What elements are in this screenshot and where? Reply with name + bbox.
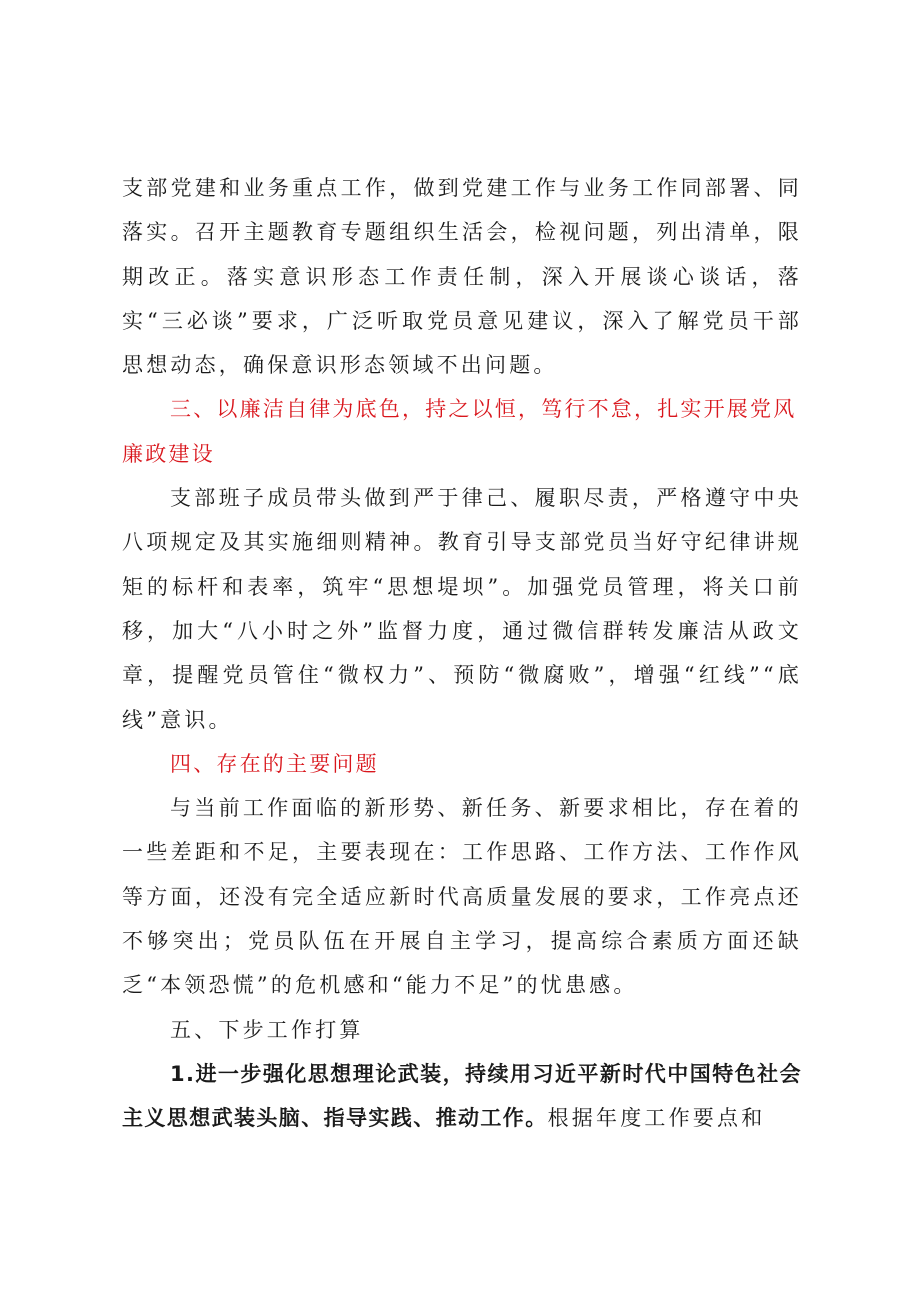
section-heading-five: 五、下步工作打算 (170, 1017, 364, 1042)
body-paragraph: 支部党建和业务重点工作，做到党建工作与业务工作同部署、同落实。召开主题教育专题组织生活会，检视问题，列出清单，限期改正。落实意识形态工作责任制，深入开展谈心谈话，落实“三必谈”要求，广泛听取党员意见建议，深入了解党员干部思想动态，确保意识形态领域不出问题。 (122, 176, 802, 378)
section-heading-four: 四、存在的主要问题 (170, 751, 379, 776)
paragraph-continuation: 根据年度工作要点和 (547, 1106, 766, 1131)
body-paragraph: 支部班子成员带头做到严于律己、履职尽责，严格遵守中央八项规定及其实施细则精神。教育引导支部党员当好守纪律讲规矩的标杆和表率，筑牢“思想堤坝”。加强党员管理，将关口前移，加大“八小时之外”监督力度，通过微信群转发廉洁从政文章，提醒党员管住“微权力”、预防“微腐败”，增强“红线”“底线”意识。 (122, 486, 802, 732)
body-paragraph (122, 1052, 802, 1141)
document-page (122, 166, 802, 1141)
section-heading-three: 三、以廉洁自律为底色，持之以恒，笃行不怠，扎实开展党风廉政建设 (122, 397, 797, 466)
bold-lead-sentence: 1.进一步强化思想理论武装，持续用习近平新时代中国特色社会主义思想武装头脑、指导实践、推动工作。 (122, 1061, 802, 1131)
body-paragraph: 与当前工作面临的新形势、新任务、新要求相比，存在着的一些差距和不足，主要表现在：工作思路、工作方法、工作作风等方面，还没有完全适应新时代高质量发展的要求，工作亮点还不够突出；党员队伍在开展自主学习，提高综合素质方面还缺乏“本领恐慌”的危机感和“能力不足”的忧患感。 (122, 796, 802, 998)
